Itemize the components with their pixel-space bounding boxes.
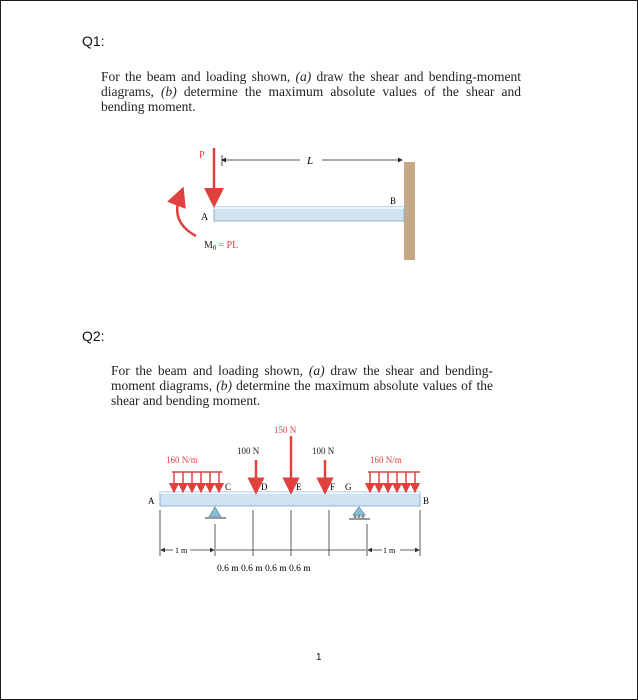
q1-intro: For the beam and loading shown,	[101, 69, 291, 84]
q2-dim-left: 1 m	[175, 546, 188, 555]
q2-point-c: C	[225, 482, 232, 492]
q2-point-a: A	[148, 496, 155, 506]
q1-part-a-tag: (a)	[295, 69, 312, 84]
q2-dist-left-label: 160 N/m	[166, 455, 198, 465]
q2-dist-right-label: 160 N/m	[370, 455, 402, 465]
q2-beam	[160, 492, 420, 506]
q2-part-b-tag: (b)	[216, 378, 233, 393]
q2-point-g: G	[345, 482, 352, 492]
q2-part-a: draw the shear and bending-moment diagrams,	[111, 363, 493, 393]
q2-load-left-label: 100 N	[237, 446, 260, 456]
q1-moment-label: $M_0$ = PL	[204, 240, 239, 252]
q1-load-label: P	[199, 150, 205, 161]
q2-intro: For the beam and loading shown,	[111, 363, 304, 378]
q2-load-right-label: 100 N	[312, 446, 335, 456]
q1-point-a: A	[201, 212, 209, 223]
q1-part-b: determine the maximum absolute values of the shear and bending moment.	[101, 84, 522, 114]
q2-dist-load-left	[172, 472, 222, 488]
q1-part-a: draw the shear and bending-moment diagrams,	[101, 69, 522, 99]
q2-point-f: F	[330, 482, 336, 492]
q2-label: Q2:	[82, 328, 105, 344]
q2-part-b: determine the maximum absolute values of the shear and bending moment.	[111, 378, 493, 408]
q2-dim-right: 1 m	[383, 546, 396, 555]
q2-dim-middle: 0.6 m 0.6 m 0.6 m 0.6 m	[217, 564, 311, 574]
q2-dimension-ticks	[160, 510, 420, 556]
q2-roller-support-g	[349, 507, 370, 519]
q2-load-center-label: 150 N	[274, 425, 297, 435]
q1-point-b: B	[390, 196, 397, 206]
q2-pin-support-c	[205, 507, 226, 518]
q2-point-d: D	[261, 482, 268, 492]
page-number: 1	[316, 652, 322, 663]
q1-part-b-tag: (b)	[160, 84, 177, 99]
q2-point-e: E	[296, 482, 302, 492]
q2-part-a-tag: (a)	[308, 363, 325, 378]
q1-label: Q1:	[82, 33, 105, 49]
q1-length-label: L	[307, 155, 314, 167]
q2-dist-load-right	[368, 472, 420, 488]
q2-point-b: B	[423, 496, 430, 506]
